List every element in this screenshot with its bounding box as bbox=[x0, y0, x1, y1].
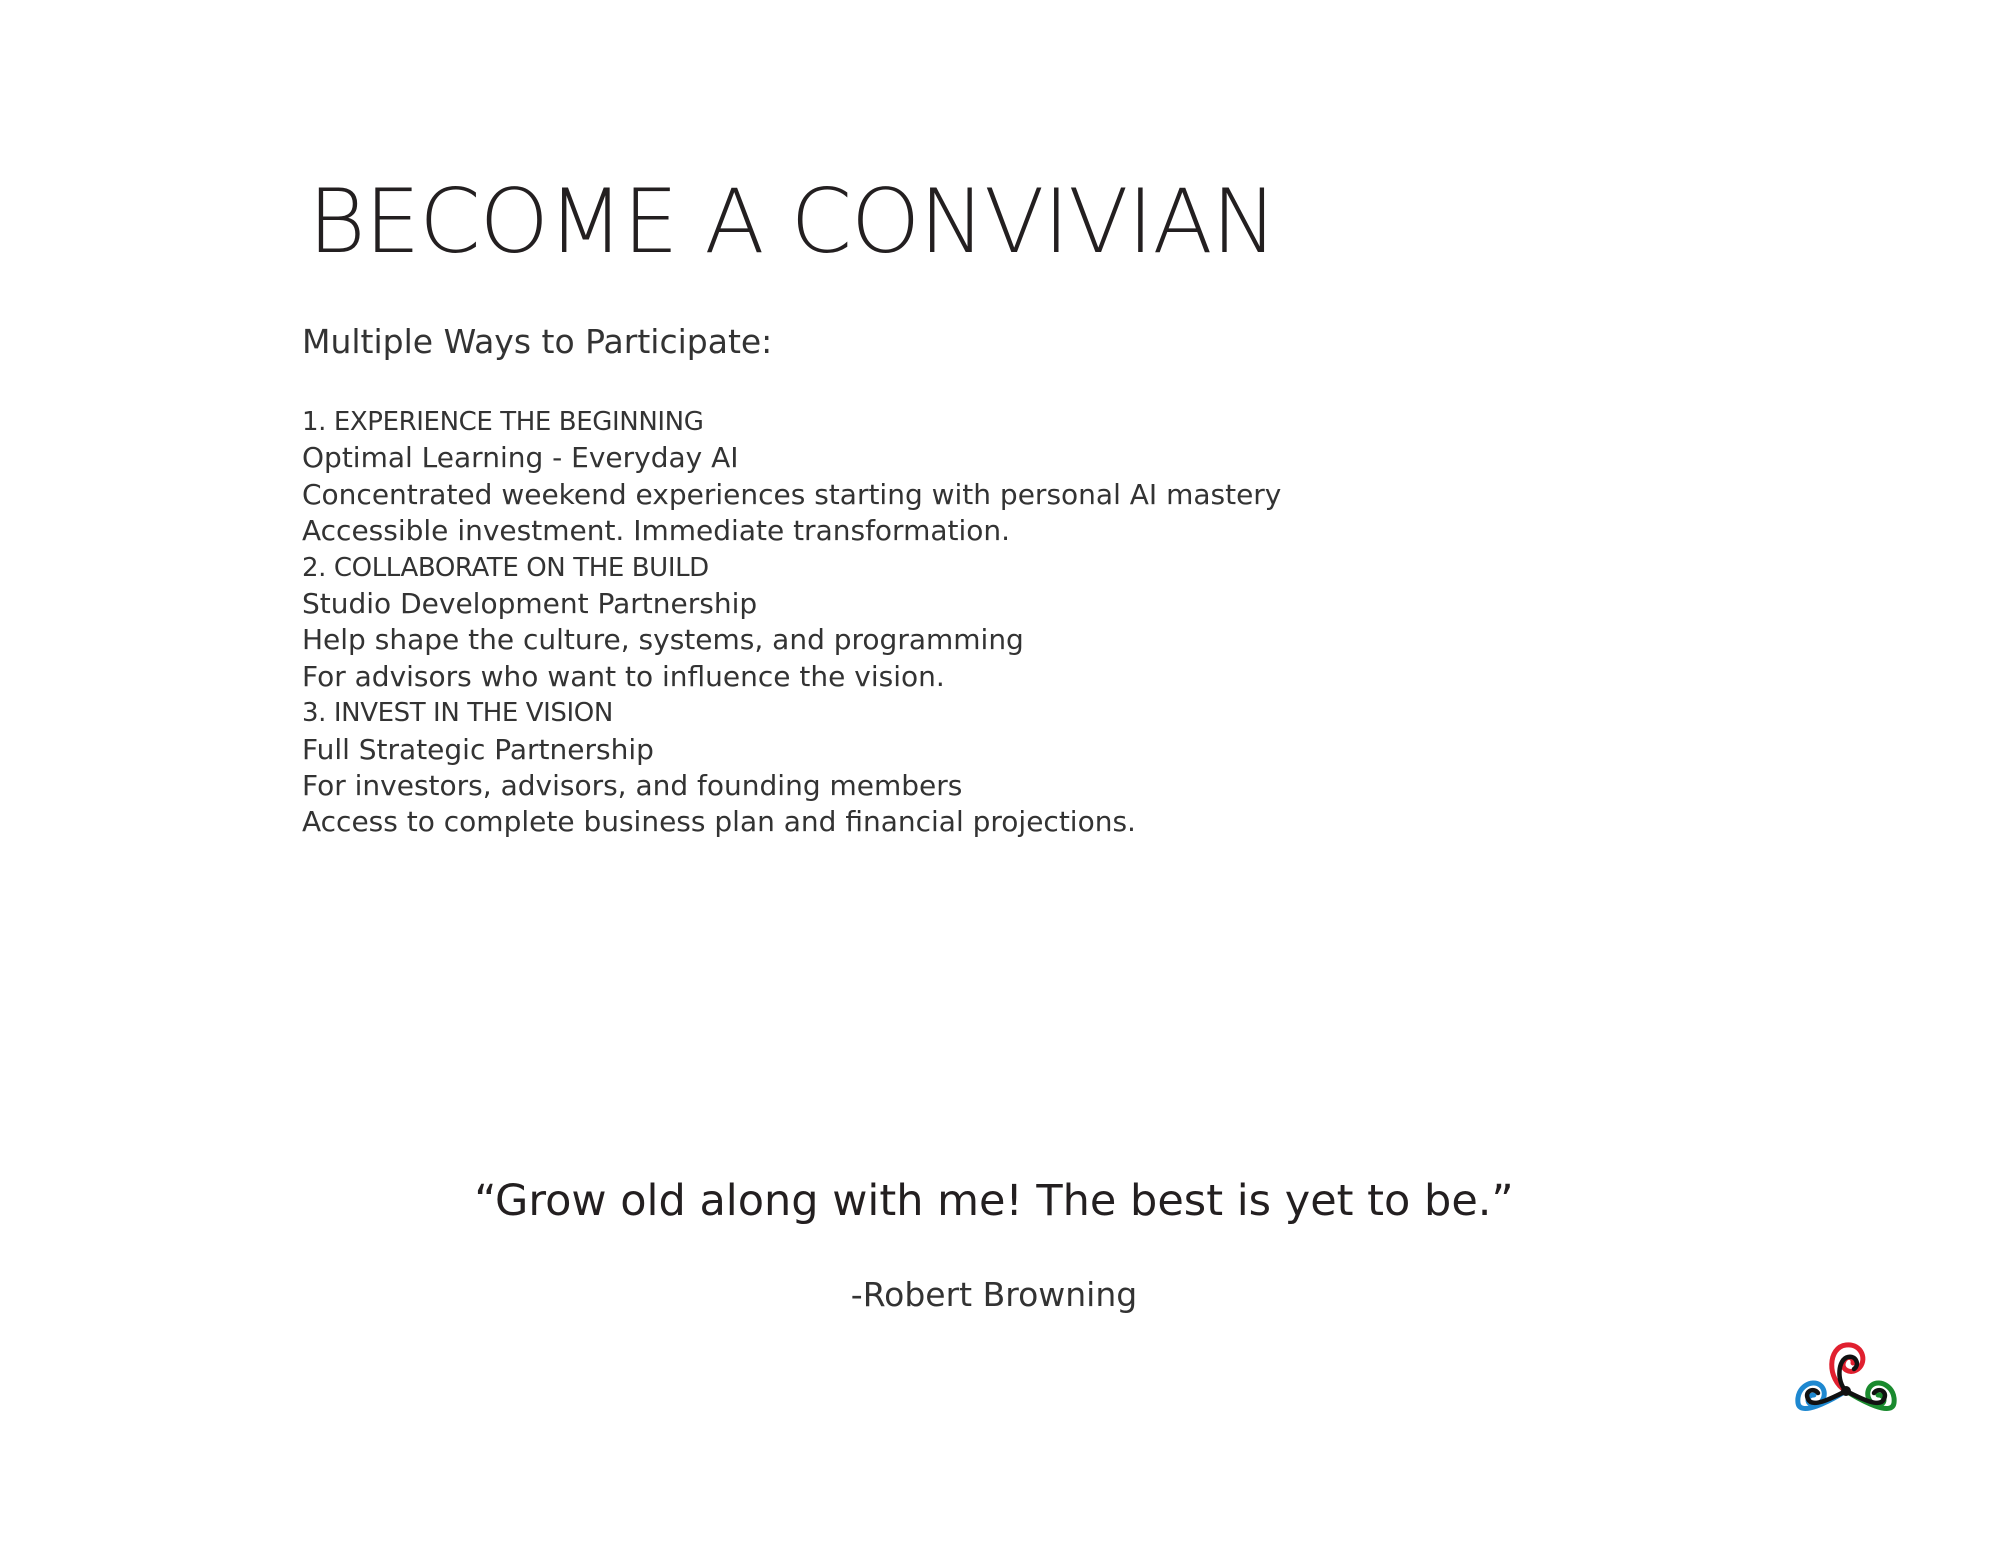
option-1-description: Concentrated weekend experiences starting with personal AI mastery bbox=[302, 477, 1282, 511]
page-subtitle: Multiple Ways to Participate: bbox=[302, 322, 773, 361]
option-2-description: Help shape the culture, systems, and programming bbox=[302, 623, 1024, 657]
logo-top-spiral bbox=[1832, 1345, 1863, 1391]
option-3-name: Full Strategic Partnership bbox=[302, 732, 654, 766]
option-3-heading: 3. INVEST IN THE VISION bbox=[302, 698, 613, 729]
option-3-note: Access to complete business plan and financial projections. bbox=[302, 805, 1136, 839]
triskelion-icon bbox=[1786, 1333, 1906, 1447]
logo-center bbox=[1841, 1386, 1851, 1396]
option-3-description: For investors, advisors, and founding members bbox=[302, 768, 963, 802]
option-2-name: Studio Development Partnership bbox=[302, 586, 758, 620]
option-1-note: Accessible investment. Immediate transformation. bbox=[302, 514, 1011, 548]
option-2-note: For advisors who want to influence the vision. bbox=[302, 659, 945, 693]
option-1-heading: 1. EXPERIENCE THE BEGINNING bbox=[302, 407, 704, 437]
quote-text: “Grow old along with me! The best is yet to be.” bbox=[474, 1176, 1514, 1226]
page-title: BECOME A CONVIVIAN bbox=[308, 170, 1277, 273]
quote-attribution: -Robert Browning bbox=[850, 1275, 1138, 1314]
participation-options-list bbox=[302, 404, 1281, 841]
option-2-heading: 2. COLLABORATE ON THE BUILD bbox=[302, 552, 709, 583]
option-1-name: Optimal Learning - Everyday AI bbox=[302, 441, 739, 475]
